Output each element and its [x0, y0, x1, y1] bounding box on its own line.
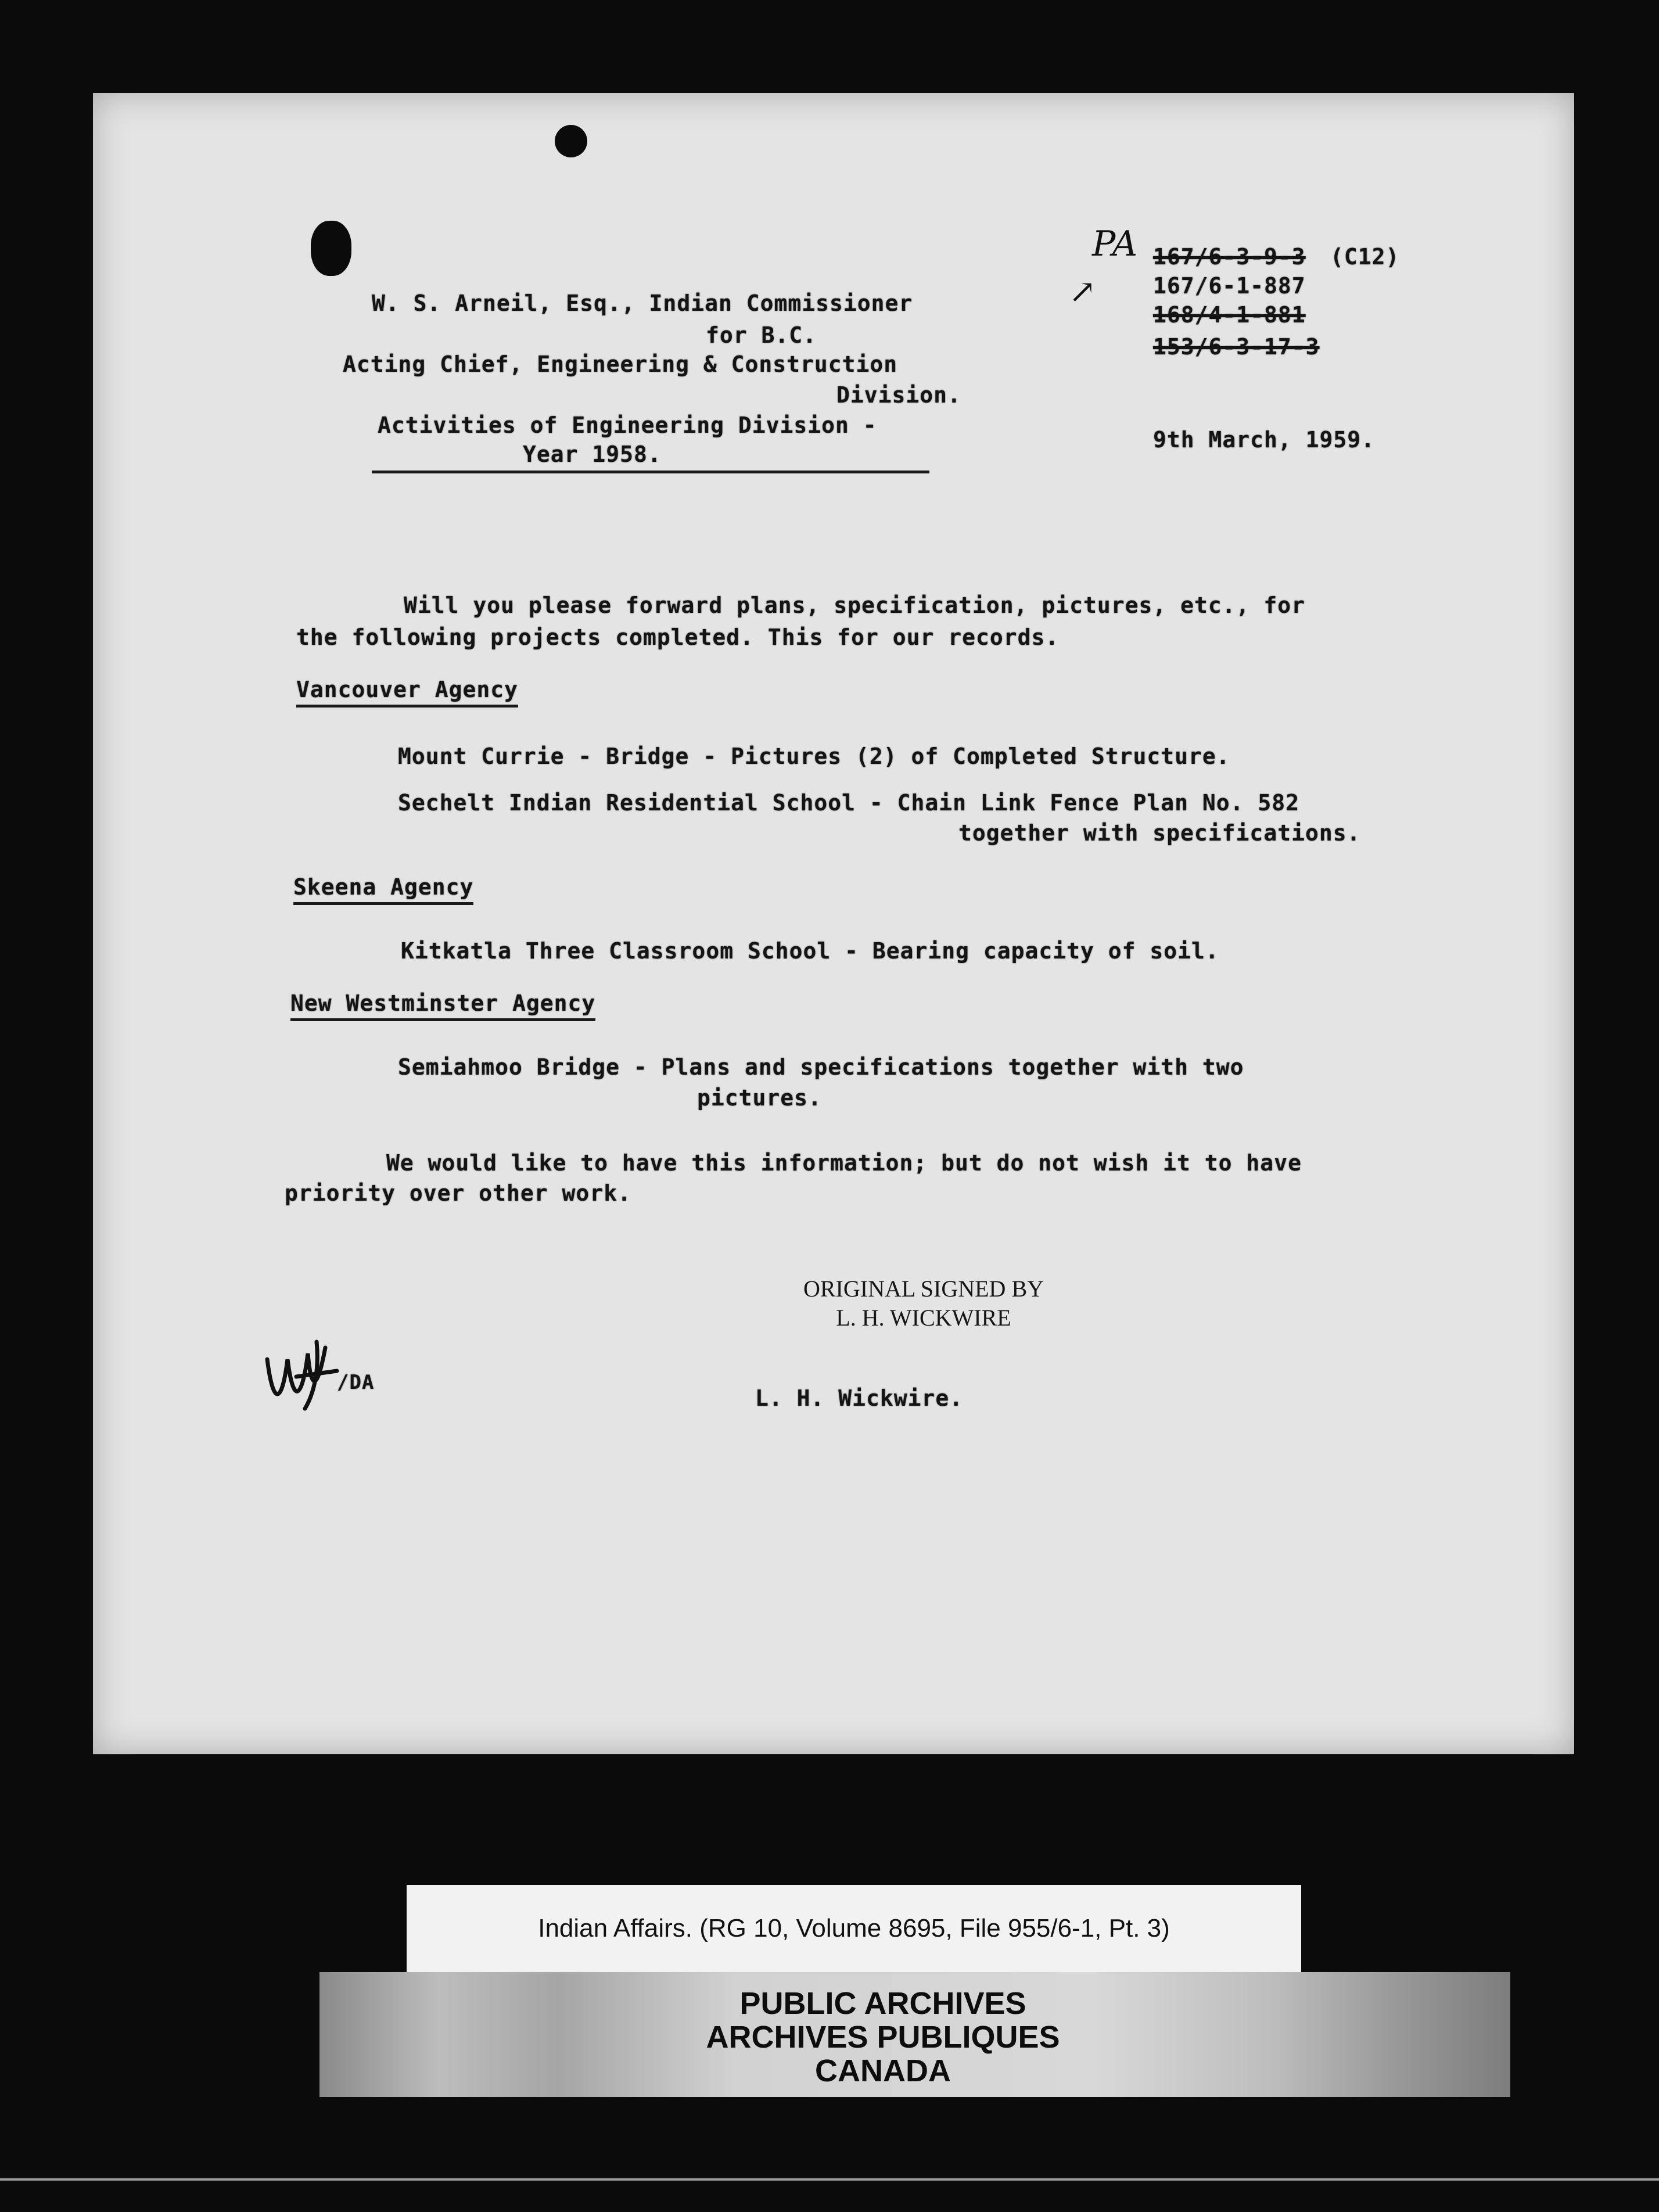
- file-ref-4: 153/6-3-17-3: [1153, 334, 1320, 360]
- punch-hole-left: [311, 221, 351, 276]
- from-line-1: Acting Chief, Engineering & Construction: [343, 351, 898, 377]
- closing-line-2: priority over other work.: [285, 1180, 631, 1206]
- project-item-4a: Semiahmoo Bridge - Plans and specifications together with two: [398, 1054, 1244, 1080]
- subject-line-1: Activities of Engineering Division -: [378, 412, 877, 438]
- handwritten-initials-signature: [261, 1336, 343, 1412]
- handwritten-initials: PA: [1092, 224, 1138, 264]
- arrow-icon: ↗: [1069, 273, 1096, 311]
- signed-stamp-line-2: L. H. WICKWIRE: [836, 1305, 1011, 1331]
- initials-suffix: /DA: [337, 1371, 375, 1394]
- subject-underline: [372, 471, 929, 473]
- project-item-2a: Sechelt Indian Residential School - Chain Link Fence Plan No. 582: [398, 790, 1300, 816]
- to-line-1: W. S. Arneil, Esq., Indian Commissioner: [372, 290, 913, 316]
- project-item-2b: together with specifications.: [958, 820, 1361, 846]
- closing-line-1: We would like to have this information; but do not wish it to have: [386, 1150, 1302, 1176]
- punch-hole-top: [555, 125, 587, 157]
- archive-line-1: PUBLIC ARCHIVES: [739, 1986, 1026, 2021]
- subject-line-2: Year 1958.: [523, 441, 662, 467]
- project-item-4b: pictures.: [697, 1085, 822, 1111]
- signed-stamp-line-1: ORIGINAL SIGNED BY: [803, 1276, 1044, 1302]
- project-item-3: Kitkatla Three Classroom School - Bearing capacity of soil.: [401, 938, 1219, 964]
- file-ref-3: 168/4-1-881: [1153, 302, 1306, 328]
- agency-heading-vancouver: Vancouver Agency: [296, 677, 518, 708]
- typed-signature-name: L. H. Wickwire.: [755, 1385, 964, 1411]
- agency-heading-skeena: Skeena Agency: [293, 874, 473, 905]
- file-ref-2: 167/6-1-887: [1153, 273, 1306, 299]
- archive-line-3: CANADA: [815, 2053, 951, 2088]
- intro-line-2: the following projects completed. This for our records.: [296, 624, 1060, 650]
- from-line-2: Division.: [836, 382, 961, 408]
- divider: [0, 2178, 1659, 2181]
- to-line-2: for B.C.: [706, 322, 817, 348]
- archive-stamp: [622, 1987, 1144, 2088]
- document-page: [93, 93, 1574, 1754]
- archive-line-2: ARCHIVES PUBLIQUES: [706, 2020, 1060, 2055]
- citation-text: Indian Affairs. (RG 10, Volume 8695, File 955/6-1, Pt. 3): [538, 1914, 1170, 1942]
- project-item-1: Mount Currie - Bridge - Pictures (2) of Completed Structure.: [398, 744, 1230, 769]
- letter-date: 9th March, 1959.: [1153, 427, 1376, 453]
- agency-heading-new-westminster: New Westminster Agency: [290, 990, 595, 1021]
- file-ref-1-suffix: (C12): [1330, 244, 1400, 270]
- intro-line-1: Will you please forward plans, specification, pictures, etc., for: [404, 592, 1306, 618]
- file-ref-1: 167/6-3-9-3: [1153, 244, 1306, 270]
- citation-label: [407, 1885, 1301, 1972]
